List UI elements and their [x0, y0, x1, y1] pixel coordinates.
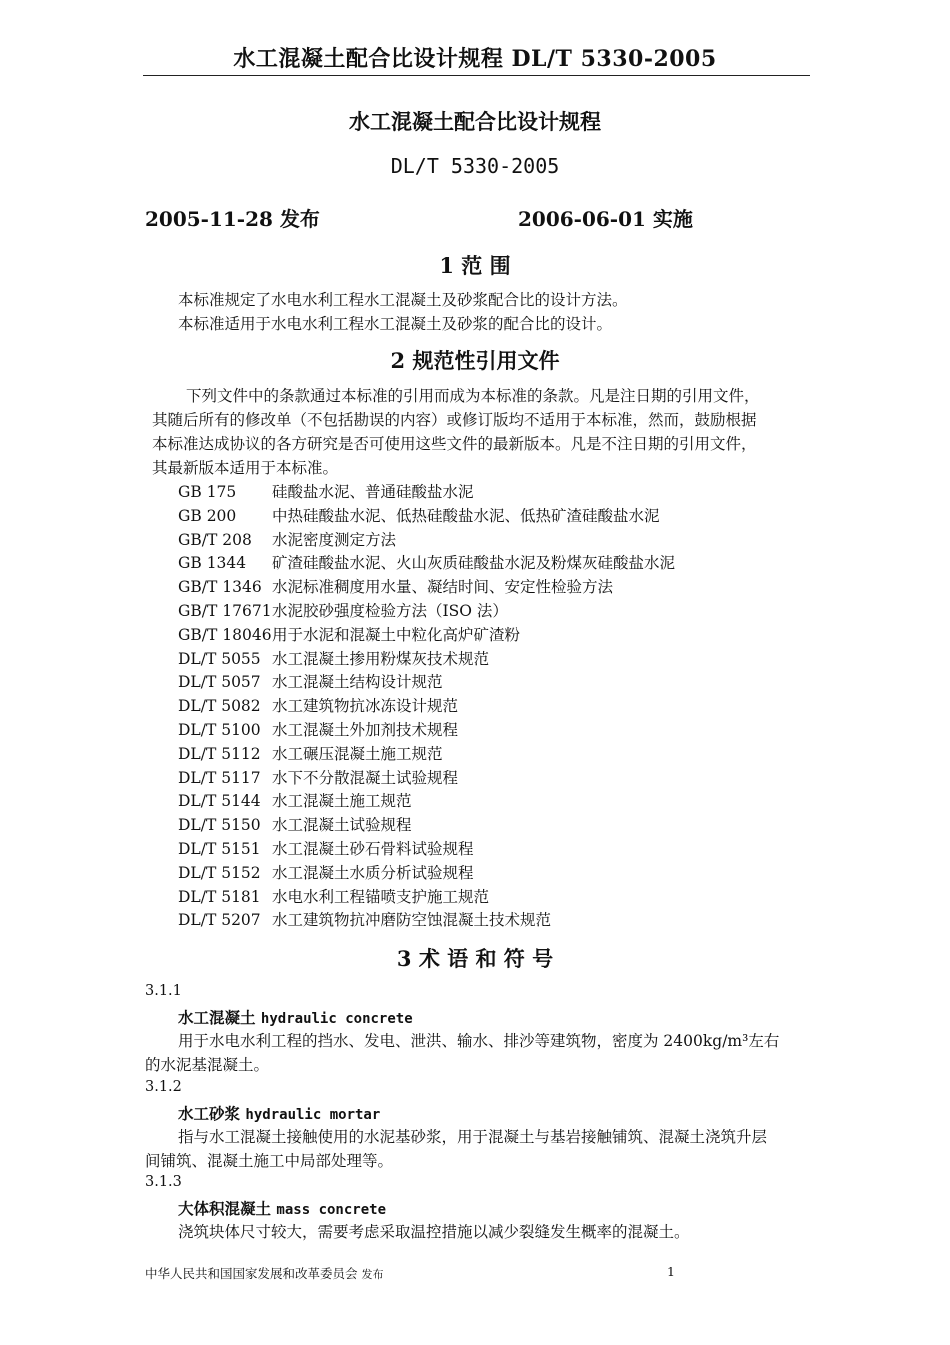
term-en: hydraulic concrete: [260, 1011, 413, 1027]
term-cn: 水工混凝土: [178, 1008, 256, 1027]
term-heading: [178, 1006, 413, 1028]
term-en: mass concrete: [276, 1202, 386, 1218]
reference-item: [178, 480, 474, 502]
term-heading: [178, 1197, 386, 1219]
reference-title: 水工碾压混凝土施工规范: [272, 744, 443, 763]
reference-title: 水泥标准稠度用水量、凝结时间、安定性检验方法: [272, 578, 614, 597]
term-cn: 大体积混凝土: [178, 1199, 272, 1218]
reference-item: [178, 694, 458, 716]
reference-number: DL/T 5152: [178, 863, 261, 882]
reference-title: 水泥胶砂强度检验方法（ISO 法）: [272, 602, 508, 620]
running-header: 水工混凝土配合比设计规程 DL/T 5330-2005: [233, 46, 717, 72]
section-2-paragraph: 其最新版本适用于本标准。: [152, 459, 339, 477]
reference-item: [178, 908, 551, 930]
section-1-paragraph: 本标准规定了水电水利工程水工混凝土及砂浆配合比的设计方法。: [178, 291, 628, 309]
term-definition: 浇筑块体尺寸较大，需要考虑采取温控措施以减少裂缝发生概率的混凝土。: [178, 1223, 690, 1241]
reference-item: [178, 575, 613, 597]
reference-item: [178, 789, 412, 811]
reference-title: 水电水利工程锚喷支护施工规范: [272, 887, 490, 906]
publish-date: 2005-11-28 发布: [145, 207, 320, 231]
reference-number: DL/T 5100: [178, 721, 261, 739]
reference-title: 水泥密度测定方法: [272, 530, 397, 549]
clause-number: 3.1.3: [145, 1174, 182, 1190]
reference-number: GB/T 18046: [178, 625, 272, 644]
reference-number: DL/T 5181: [178, 887, 261, 906]
reference-item: [178, 647, 489, 669]
reference-title: 水工混凝土外加剂技术规程: [272, 721, 459, 739]
document-title: 水工混凝土配合比设计规程: [349, 109, 601, 134]
section-2-heading: 2 规范性引用文件: [390, 348, 560, 373]
reference-number: DL/T 5117: [178, 768, 261, 787]
reference-item: [178, 813, 412, 835]
reference-item: [178, 528, 396, 550]
reference-item: [178, 599, 508, 621]
reference-title: 水工混凝土试验规程: [272, 816, 412, 835]
footer-issuer-name: 中华人民共和国国家发展和改革委员会: [145, 1266, 358, 1281]
reference-title: 中热硅酸盐水泥、低热硅酸盐水泥、低热矿渣硅酸盐水泥: [272, 506, 660, 525]
term-definition: 的水泥基混凝土。: [145, 1056, 270, 1074]
reference-item: [178, 504, 660, 526]
reference-title: 水工建筑物抗冲磨防空蚀混凝土技术规范: [272, 911, 552, 930]
term-definition: 间铺筑、混凝土施工中局部处理等。: [145, 1152, 394, 1170]
implement-date: 2006-06-01 实施: [518, 207, 693, 231]
reference-number: GB/T 17671: [178, 602, 272, 620]
section-1-heading: 1 范 围: [439, 253, 511, 278]
reference-number: GB 200: [178, 506, 237, 525]
reference-item: [178, 766, 458, 788]
section-2-paragraph: 本标准达成协议的各方研究是否可使用这些文件的最新版本。凡是不注日期的引用文件，: [152, 435, 757, 453]
section-2-paragraph: 下列文件中的条款通过本标准的引用而成为本标准的条款。凡是注日期的引用文件，: [186, 387, 760, 405]
page-number: 1: [667, 1264, 675, 1279]
reference-number: GB 175: [178, 483, 237, 501]
reference-title: 水工混凝土水质分析试验规程: [272, 863, 474, 882]
reference-title: 矿渣硅酸盐水泥、火山灰质硅酸盐水泥及粉煤灰硅酸盐水泥: [272, 554, 676, 573]
reference-number: DL/T 5055: [178, 649, 261, 668]
term-en: hydraulic mortar: [245, 1107, 381, 1123]
reference-item: [178, 742, 443, 764]
section-3-heading: 3 术 语 和 符 号: [396, 946, 554, 971]
reference-number: GB/T 1346: [178, 578, 262, 597]
reference-title: 水工建筑物抗冰冻设计规范: [272, 697, 459, 716]
reference-title: 水工混凝土结构设计规范: [272, 673, 443, 692]
reference-title: 硅酸盐水泥、普通硅酸盐水泥: [272, 483, 474, 501]
reference-item: [178, 861, 474, 883]
reference-number: DL/T 5057: [178, 673, 261, 692]
reference-title: 水工混凝土掺用粉煤灰技术规范: [272, 649, 490, 668]
section-1-paragraph: 本标准适用于水电水利工程水工混凝土及砂浆的配合比的设计。: [178, 315, 613, 333]
reference-number: DL/T 5144: [178, 792, 261, 811]
footer-issuer: [145, 1264, 384, 1282]
reference-item: [178, 670, 443, 692]
term-cn: 水工砂浆: [178, 1104, 241, 1123]
reference-item: [178, 551, 675, 573]
clause-number: 3.1.1: [145, 983, 182, 999]
section-2-paragraph: 其随后所有的修改单（不包括勘误的内容）或修订版均不适用于本标准，然而，鼓励根据: [152, 411, 757, 429]
reference-title: 水工混凝土施工规范: [272, 792, 412, 811]
term-definition: 指与水工混凝土接触使用的水泥基砂浆，用于混凝土与基岩接触铺筑、混凝土浇筑升层: [178, 1128, 768, 1146]
reference-title: 水工混凝土砂石骨料试验规程: [272, 840, 474, 858]
reference-number: DL/T 5150: [178, 816, 261, 835]
reference-item: [178, 718, 458, 740]
reference-number: DL/T 5207: [178, 911, 261, 930]
reference-number: DL/T 5151: [178, 840, 261, 858]
reference-number: DL/T 5112: [178, 744, 261, 763]
reference-number: DL/T 5082: [178, 697, 261, 716]
reference-item: [178, 623, 520, 645]
header-rule: [143, 75, 810, 76]
term-definition: 用于水电水利工程的挡水、发电、泄洪、输水、排沙等建筑物，密度为 2400kg/m³左右: [178, 1032, 780, 1050]
document-code: DL/T 5330-2005: [390, 154, 560, 178]
clause-number: 3.1.2: [145, 1079, 182, 1095]
reference-title: 用于水泥和混凝土中粒化高炉矿渣粉: [272, 625, 521, 644]
reference-number: GB/T 208: [178, 530, 252, 549]
footer-issue-label: 发布: [361, 1268, 384, 1281]
reference-number: GB 1344: [178, 554, 247, 573]
reference-item: [178, 885, 489, 907]
term-heading: [178, 1102, 380, 1124]
reference-item: [178, 837, 474, 859]
reference-title: 水下不分散混凝土试验规程: [272, 768, 459, 787]
